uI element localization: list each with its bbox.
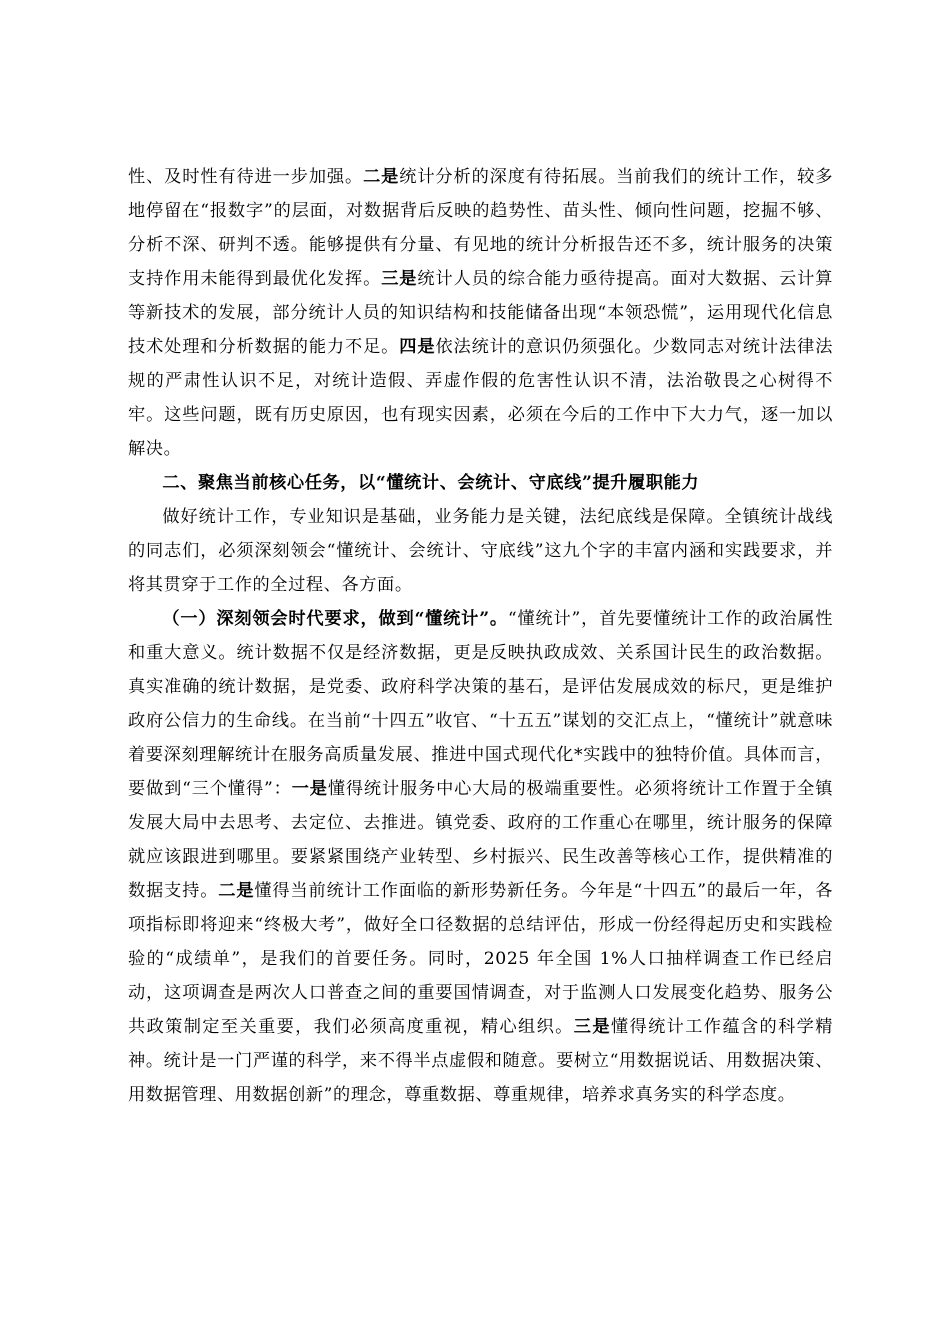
paragraph-understand-statistics: [128, 602, 833, 1112]
text-run: 懂得统计服务中心大局的极端重要性。必须将统计工作置于全镇发展大局中去思考、去定位、去推进。镇党委、政府的工作重心在哪里，统计服务的保障就应该跟进到哪里。要紧紧围绕产业转型、乡村振兴、民生改善等核心工作，提供精准的数据支持。: [128, 779, 833, 901]
bold-marker-second: 二是: [218, 881, 255, 901]
text-run: “懂统计”，首先要懂统计工作的政治属性和重大意义。统计数据不仅是经济数据，更是反映执政成效、关系国计民生的政治数据。真实准确的统计数据，是党委、政府科学决策的基石，是评估发展成效的标尺，更是维护政府公信力的生命线。在当前“十四五”收官、“十五五”谋划的交汇点上，“懂统计”就意味着要深刻理解统计在服务高质量发展、推进中国式现代化*实践中的独特价值。具体而言，要做到“三个懂得”：: [128, 609, 833, 799]
text-run: 统计人员的综合能力亟待提高。面对大数据、云计算等新技术的发展，部分统计人员的知识结构和技能储备出现“本领恐慌”，运用现代化信息技术处理和分析数据的能力不足。: [128, 269, 833, 357]
document-body: [128, 160, 833, 1112]
text-run: 懂得当前统计工作面临的新形势新任务。今年是“十四五”的最后一年，各项指标即将迎来“终极大考”，做好全口径数据的总结评估，形成一份经得起历史和实践检验的“成绩单”，是我们的首要任务。同时，2025 年全国 1%人口抽样调查工作已经启动，这项调查是两次人口普查之间的重要国情调查，对于监测人口发展变化趋势、服务公共政策制定至关重要，我们必须高度重视，精心组织。: [128, 881, 833, 1037]
text-run: 懂得统计工作蕴含的科学精神。统计是一门严谨的科学，来不得半点虚假和随意。要树立“用数据说话、用数据决策、用数据管理、用数据创新”的理念，尊重数据、尊重规律，培养求真务实的科学态度。: [128, 1017, 834, 1105]
bold-marker-fourth: 四是: [399, 337, 436, 357]
section-heading-2: 二、聚焦当前核心任务，以“懂统计、会统计、守底线”提升履职能力: [162, 473, 700, 493]
bold-marker-second: 二是: [363, 167, 400, 187]
bold-marker-third: 三是: [573, 1017, 611, 1037]
paragraph-intro: 做好统计工作，专业知识是基础，业务能力是关键，法纪底线是保障。全镇统计战线的同志们，必须深刻领会“懂统计、会统计、守底线”这九个字的丰富内涵和实践要求，并将其贯穿于工作的全过程、各方面。: [128, 507, 833, 595]
paragraph-problems: [128, 160, 833, 466]
subsection-heading-1: （一）深刻领会时代要求，做到“懂统计”。: [162, 609, 508, 629]
text-run: 统计分析的深度有待拓展。当前我们的统计工作，较多地停留在“报数字”的层面，对数据背后反映的趋势性、苗头性、倾向性问题，挖掘不够、分析不深、研判不透。能够提供有分量、有见地的统计分析报告还不多，统计服务的决策支持作用未能得到最优化发挥。: [128, 167, 833, 289]
bold-marker-third: 三是: [381, 269, 418, 289]
text-run: 依法统计的意识仍须强化。少数同志对统计法律法规的严肃性认识不足，对统计造假、弄虚作假的危害性认识不清，法治敬畏之心树得不牢。这些问题，既有历史原因，也有现实因素，必须在今后的工作中下大力气，逐一加以解决。: [128, 337, 833, 459]
bold-marker-first: 一是: [291, 779, 328, 799]
text-run: 性、及时性有待进一步加强。: [128, 167, 364, 187]
